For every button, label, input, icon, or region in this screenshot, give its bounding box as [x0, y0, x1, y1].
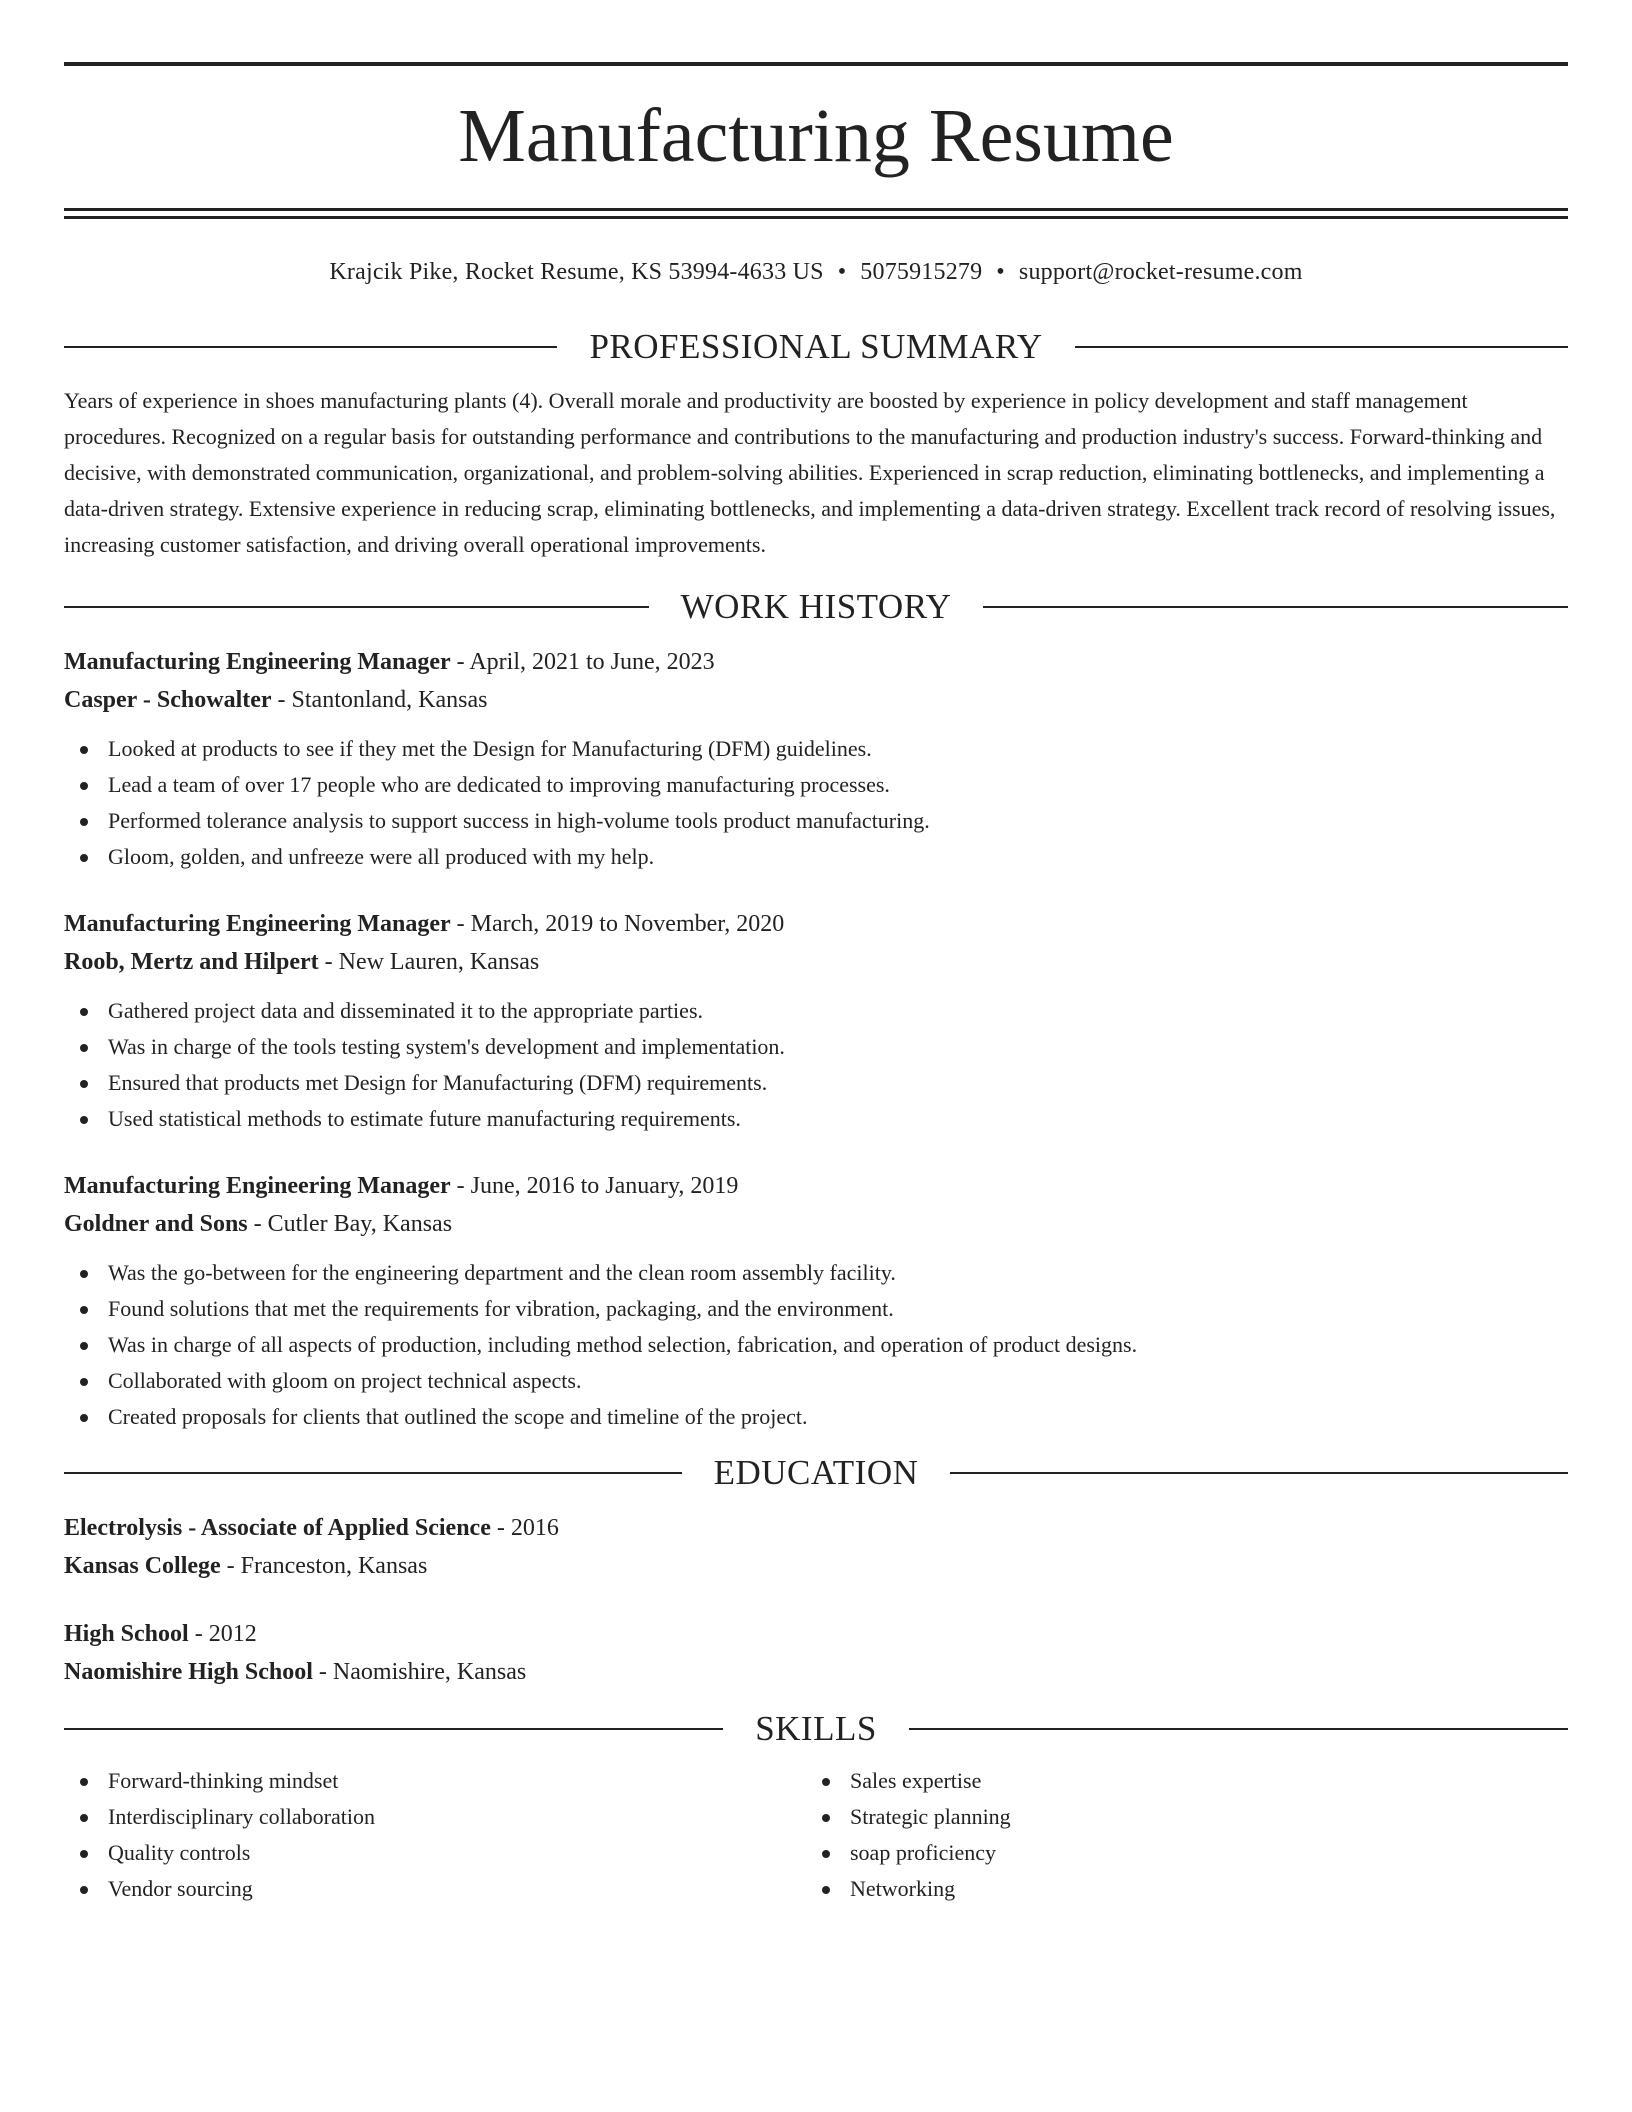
top-rule [64, 62, 1568, 66]
education-school-line [64, 1653, 1568, 1691]
job-title-line [64, 905, 1568, 943]
section-heading-summary [64, 325, 1568, 369]
contact-email: support@rocket-resume.com [1018, 259, 1303, 285]
job-entry [64, 905, 1568, 1137]
education-degree-line [64, 1509, 1568, 1547]
education-year: - 2012 [188, 1621, 257, 1647]
job-company-line [64, 1205, 1568, 1243]
heading-rule-left [64, 346, 557, 348]
job-bullet: Gloom, golden, and unfreeze were all produced with my help. [108, 839, 1568, 875]
heading-rule-left [64, 1472, 682, 1474]
job-bullet: Lead a team of over 17 people who are dedicated to improving manufacturing processes. [108, 767, 1568, 803]
skill-item: Forward-thinking mindset [108, 1763, 806, 1799]
heading-rule-left [64, 606, 649, 608]
job-company: Roob, Mertz and Hilpert [64, 949, 319, 975]
job-bullets [64, 993, 1568, 1137]
skill-item: Networking [850, 1871, 1548, 1907]
contact-separator: • [996, 259, 1005, 285]
job-bullet: Gathered project data and disseminated it to the appropriate parties. [108, 993, 1568, 1029]
section-heading-skills [64, 1707, 1568, 1751]
section-title-skills: SKILLS [755, 1709, 877, 1748]
job-bullet: Found solutions that met the requirements for vibration, packaging, and the environment. [108, 1291, 1568, 1327]
education-degree: High School [64, 1621, 189, 1647]
job-bullets [64, 731, 1568, 875]
education-school-line [64, 1547, 1568, 1585]
skill-item: Strategic planning [850, 1799, 1548, 1835]
summary-paragraph: Years of experience in shoes manufacturing plants (4). Overall morale and productivity are boosted by experience in policy development and staff management procedures. Recognized on a regular basis for outstanding performance and contributions to the manufacturing and production industry's success. Forward-thinking and decisive, with demonstrated communication, organizational, and problem-solving abilities. Experienced in scrap reduction, eliminating bottlenecks, and implementing a data-driven strategy. Extensive experience in reducing scrap, eliminating bottlenecks, and implementing a data-driven strategy. Excellent track record of resolving issues, increasing customer satisfaction, and driving overall operational improvements. [64, 388, 1556, 557]
section-title-work: WORK HISTORY [680, 587, 952, 626]
skill-item: Vendor sourcing [108, 1871, 806, 1907]
job-company-line [64, 681, 1568, 719]
job-title-line [64, 1167, 1568, 1205]
job-location: - Cutler Bay, Kansas [247, 1211, 453, 1237]
heading-rule-right [909, 1728, 1568, 1730]
skill-item: Quality controls [108, 1835, 806, 1871]
job-bullet: Was the go-between for the engineering department and the clean room assembly facility. [108, 1255, 1568, 1291]
education-entry [64, 1509, 1568, 1585]
skills-list-right [806, 1763, 1548, 1907]
heading-rule-right [983, 606, 1568, 608]
contact-phone: 5075915279 [860, 259, 983, 285]
job-dates: - April, 2021 to June, 2023 [450, 649, 715, 675]
heading-rule-right [1075, 346, 1568, 348]
contact-separator: • [837, 259, 847, 285]
title-double-rule [64, 208, 1568, 219]
heading-rule-right [950, 1472, 1568, 1474]
job-bullet: Created proposals for clients that outlined the scope and timeline of the project. [108, 1399, 1568, 1435]
job-title: Manufacturing Engineering Manager [64, 911, 451, 937]
job-bullet: Ensured that products met Design for Manufacturing (DFM) requirements. [108, 1065, 1568, 1101]
job-bullet: Used statistical methods to estimate future manufacturing requirements. [108, 1101, 1568, 1137]
contact-address: Krajcik Pike, Rocket Resume, KS 53994-4633 US [329, 259, 824, 285]
job-entry [64, 643, 1568, 875]
skill-item: Sales expertise [850, 1763, 1548, 1799]
education-location: - Naomishire, Kansas [312, 1659, 527, 1685]
job-bullets [64, 1255, 1568, 1435]
education-location: - Franceston, Kansas [220, 1553, 428, 1579]
job-dates: - June, 2016 to January, 2019 [450, 1173, 739, 1199]
section-heading-education [64, 1451, 1568, 1495]
job-title: Manufacturing Engineering Manager [64, 649, 451, 675]
page-title: Manufacturing Resume [458, 94, 1174, 178]
job-location: - New Lauren, Kansas [318, 949, 540, 975]
education-degree: Electrolysis - Associate of Applied Science [64, 1515, 491, 1541]
job-company: Goldner and Sons [64, 1211, 248, 1237]
education-entry [64, 1615, 1568, 1691]
job-entry [64, 1167, 1568, 1435]
skill-item: Interdisciplinary collaboration [108, 1799, 806, 1835]
job-location: - Stantonland, Kansas [271, 687, 488, 713]
education-school: Kansas College [64, 1553, 221, 1579]
job-bullet: Collaborated with gloom on project technical aspects. [108, 1363, 1568, 1399]
section-heading-work [64, 585, 1568, 629]
job-bullet: Looked at products to see if they met the Design for Manufacturing (DFM) guidelines. [108, 731, 1568, 767]
skills-columns [64, 1763, 1568, 1907]
education-year: - 2016 [490, 1515, 559, 1541]
skill-item: soap proficiency [850, 1835, 1548, 1871]
section-title-education: EDUCATION [713, 1453, 919, 1492]
education-school: Naomishire High School [64, 1659, 313, 1685]
heading-rule-left [64, 1728, 723, 1730]
job-dates: - March, 2019 to November, 2020 [450, 911, 785, 937]
job-company-line [64, 943, 1568, 981]
job-company: Casper - Schowalter [64, 687, 272, 713]
job-bullet: Was in charge of all aspects of production, including method selection, fabrication, and operation of product designs. [108, 1327, 1568, 1363]
job-bullet: Was in charge of the tools testing system's development and implementation. [108, 1029, 1568, 1065]
job-title: Manufacturing Engineering Manager [64, 1173, 451, 1199]
contact-line [64, 255, 1568, 289]
job-title-line [64, 643, 1568, 681]
education-degree-line [64, 1615, 1568, 1653]
section-title-summary: PROFESSIONAL SUMMARY [589, 327, 1043, 366]
skills-list-left [64, 1763, 806, 1907]
job-bullet: Performed tolerance analysis to support success in high-volume tools product manufacturing. [108, 803, 1568, 839]
